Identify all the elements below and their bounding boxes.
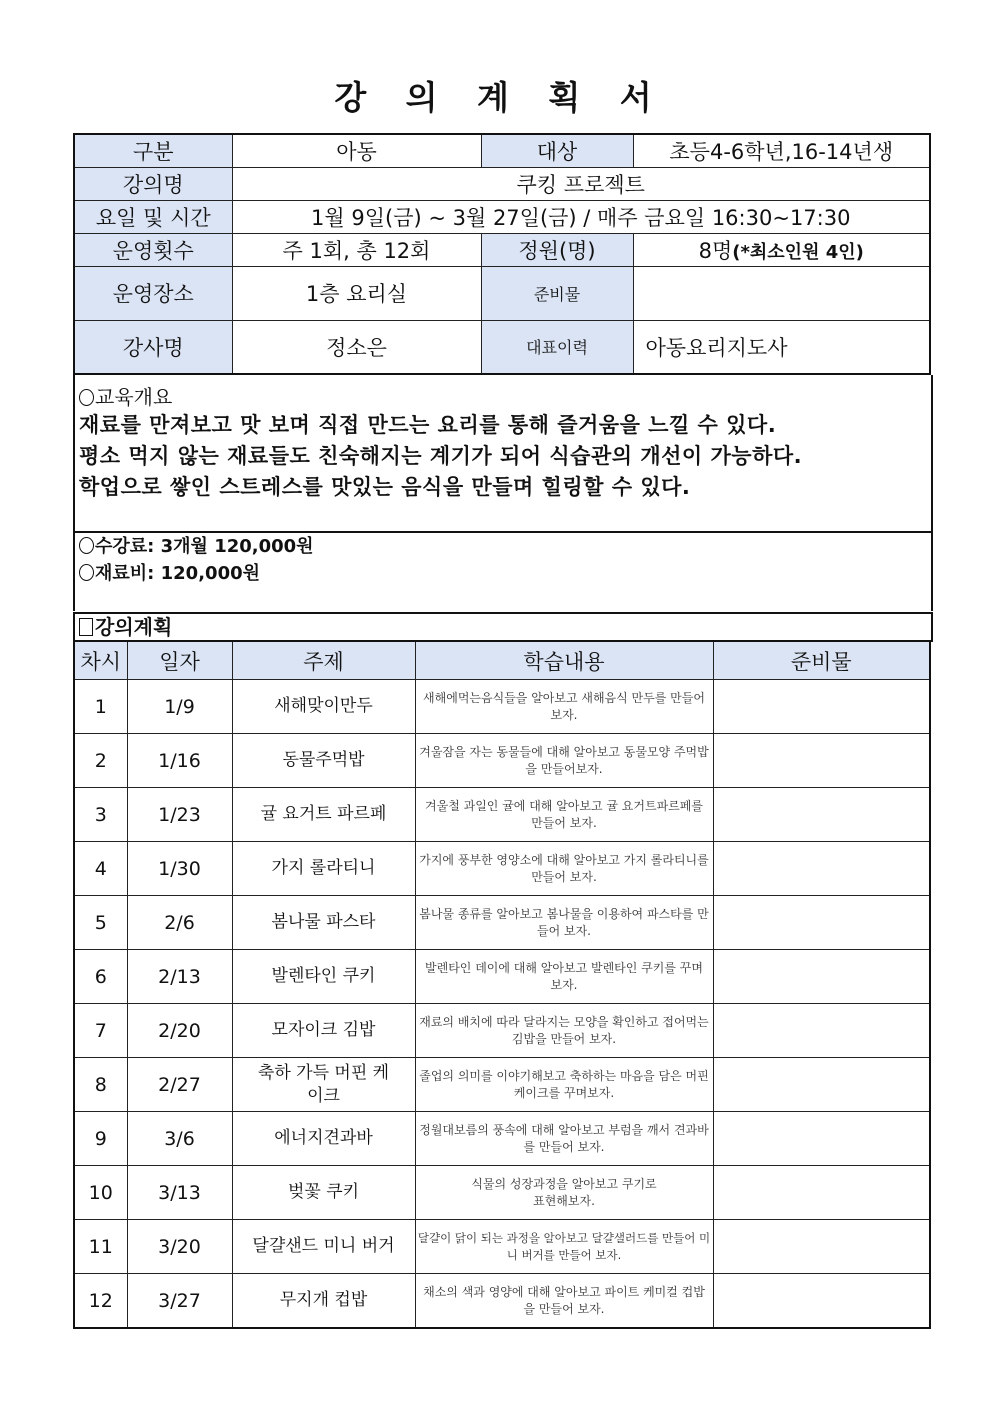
session-supplies [713,1166,930,1220]
session-supplies [713,1112,930,1166]
category-label: 구분 [74,134,232,167]
session-no: 6 [74,950,127,1004]
square-bullet-icon [79,618,93,636]
session-date: 3/27 [127,1274,232,1329]
session-topic: 모자이크 김밥 [232,1004,415,1058]
instructor-label: 강사명 [74,320,232,374]
session-date: 3/13 [127,1166,232,1220]
session-content: 식물의 성장과정을 알아보고 쿠기로 표현해보자. [415,1166,713,1220]
course-info-table [73,133,931,375]
circle-bullet-icon [79,389,94,406]
session-topic: 새해맞이만두 [232,680,415,734]
session-supplies [713,788,930,842]
career-label: 대표이력 [481,320,633,374]
col-topic: 주제 [232,641,415,680]
session-supplies [713,680,930,734]
career-value: 아동요리지도사 [633,320,930,374]
schedule-header-row [74,641,930,680]
session-no: 10 [74,1166,127,1220]
location-value: 1층 요리실 [232,266,481,320]
session-date: 2/6 [127,896,232,950]
circle-bullet-icon [79,537,94,554]
session-topic: 귤 요거트 파르페 [232,788,415,842]
session-supplies [713,1220,930,1274]
category-value: 아동 [232,134,481,167]
session-no: 7 [74,1004,127,1058]
col-date: 일자 [127,641,232,680]
overview-line: 평소 먹지 않는 재료들도 친숙해지는 계기가 되어 식습관의 개선이 가능하다. [79,444,803,468]
session-content: 정월대보름의 풍속에 대해 알아보고 부럼을 깨서 견과바를 만들어 보자. [415,1112,713,1166]
location-label: 운영장소 [74,266,232,320]
target-label: 대상 [481,134,633,167]
session-date: 1/30 [127,842,232,896]
session-content: 발렌타인 데이에 대해 알아보고 발렌타인 쿠키를 꾸며 보자. [415,950,713,1004]
lecture-plan-heading: 강의계획 [73,612,933,642]
session-topic: 에너지견과바 [232,1112,415,1166]
session-content: 채소의 색과 영양에 대해 알아보고 파이트 케미컬 컵밥을 만들어 보자. [415,1274,713,1329]
session-topic: 동물주먹밥 [232,734,415,788]
session-supplies [713,734,930,788]
table-row [74,788,930,842]
session-supplies [713,1058,930,1112]
schedule-value: 1월 9일(금) ~ 3월 27일(금) / 매주 금요일 16:30~17:30 [232,200,930,233]
target-value: 초등4-6학년,16-14년생 [633,134,930,167]
instructor-value: 정소은 [232,320,481,374]
session-no: 5 [74,896,127,950]
fees-section [73,533,933,611]
sessions-value: 주 1회, 총 12회 [232,233,481,266]
session-content: 봄나물 종류를 알아보고 봄나물을 이용하여 파스타를 만들어 보자. [415,896,713,950]
supplies-label: 준비물 [481,266,633,320]
session-date: 3/6 [127,1112,232,1166]
capacity-cell [633,233,930,266]
table-row [74,1274,930,1329]
overview-line: 학업으로 쌓인 스트레스를 맛있는 음식을 만들며 힐링할 수 있다. [79,475,691,499]
session-topic: 무지개 컵밥 [232,1274,415,1329]
table-row [74,1112,930,1166]
capacity-note: (*최소인원 4인) [732,241,864,263]
session-no: 8 [74,1058,127,1112]
col-session: 차시 [74,641,127,680]
col-supplies: 준비물 [713,641,930,680]
schedule-label: 요일 및 시간 [74,200,232,233]
overview-heading: 교육개요 [79,381,931,410]
table-row [74,896,930,950]
document-title: 강 의 계 획 서 [334,78,666,117]
session-content: 새해에먹는음식들을 알아보고 새해음식 만두를 만들어 보자. [415,680,713,734]
circle-bullet-icon [79,564,94,581]
session-date: 2/13 [127,950,232,1004]
sessions-label: 운영횟수 [74,233,232,266]
session-date: 2/20 [127,1004,232,1058]
materials-fee: 재료비: 120,000원 [79,561,931,587]
table-row [74,734,930,788]
session-no: 4 [74,842,127,896]
session-topic: 발렌타인 쿠키 [232,950,415,1004]
table-row [74,680,930,734]
table-row [74,1220,930,1274]
overview-line: 재료를 만져보고 맛 보며 직접 만드는 요리를 통해 즐거움을 느낄 수 있다. [79,413,777,437]
session-topic: 달걀샌드 미니 버거 [232,1220,415,1274]
session-no: 12 [74,1274,127,1329]
session-supplies [713,1004,930,1058]
session-content: 겨울철 과일인 귤에 대해 알아보고 귤 요거트파르페를 만들어 보자. [415,788,713,842]
education-overview [73,375,933,533]
session-content: 겨울잠을 자는 동물들에 대해 알아보고 동물모양 주먹밥을 만들어보자. [415,734,713,788]
session-date: 1/9 [127,680,232,734]
session-topic: 축하 가득 머핀 케이크 [232,1058,415,1112]
table-row [74,950,930,1004]
tuition-fee: 수강료: 3개월 120,000원 [79,534,931,560]
session-date: 1/16 [127,734,232,788]
session-no: 3 [74,788,127,842]
lecture-schedule-table [73,640,931,1329]
session-no: 9 [74,1112,127,1166]
session-topic: 벚꽃 쿠키 [232,1166,415,1220]
supplies-value [633,266,930,320]
col-content: 학습내용 [415,641,713,680]
session-content: 재료의 배치에 따라 달라지는 모양을 확인하고 접어먹는 김밥을 만들어 보자. [415,1004,713,1058]
session-content: 졸업의 의미를 이야기해보고 축하하는 마음을 담은 머핀 케이크를 꾸며보자. [415,1058,713,1112]
session-date: 1/23 [127,788,232,842]
session-no: 11 [74,1220,127,1274]
session-supplies [713,896,930,950]
session-supplies [713,1274,930,1329]
table-row [74,1058,930,1112]
course-name-label: 강의명 [74,167,232,200]
session-date: 2/27 [127,1058,232,1112]
session-topic: 봄나물 파스타 [232,896,415,950]
capacity-label: 정원(명) [481,233,633,266]
capacity-value: 8명 [698,238,733,263]
session-content: 달걀이 닭이 되는 과정을 알아보고 달걀샐러드를 만들어 미니 버거를 만들어 보자. [415,1220,713,1274]
session-no: 2 [74,734,127,788]
session-supplies [713,950,930,1004]
course-name-value: 쿠킹 프로젝트 [232,167,930,200]
table-row [74,1166,930,1220]
table-row [74,1004,930,1058]
session-topic: 가지 롤라티니 [232,842,415,896]
table-row [74,842,930,896]
session-no: 1 [74,680,127,734]
session-content: 가지에 풍부한 영양소에 대해 알아보고 가지 롤라티니를 만들어 보자. [415,842,713,896]
session-date: 3/20 [127,1220,232,1274]
session-supplies [713,842,930,896]
